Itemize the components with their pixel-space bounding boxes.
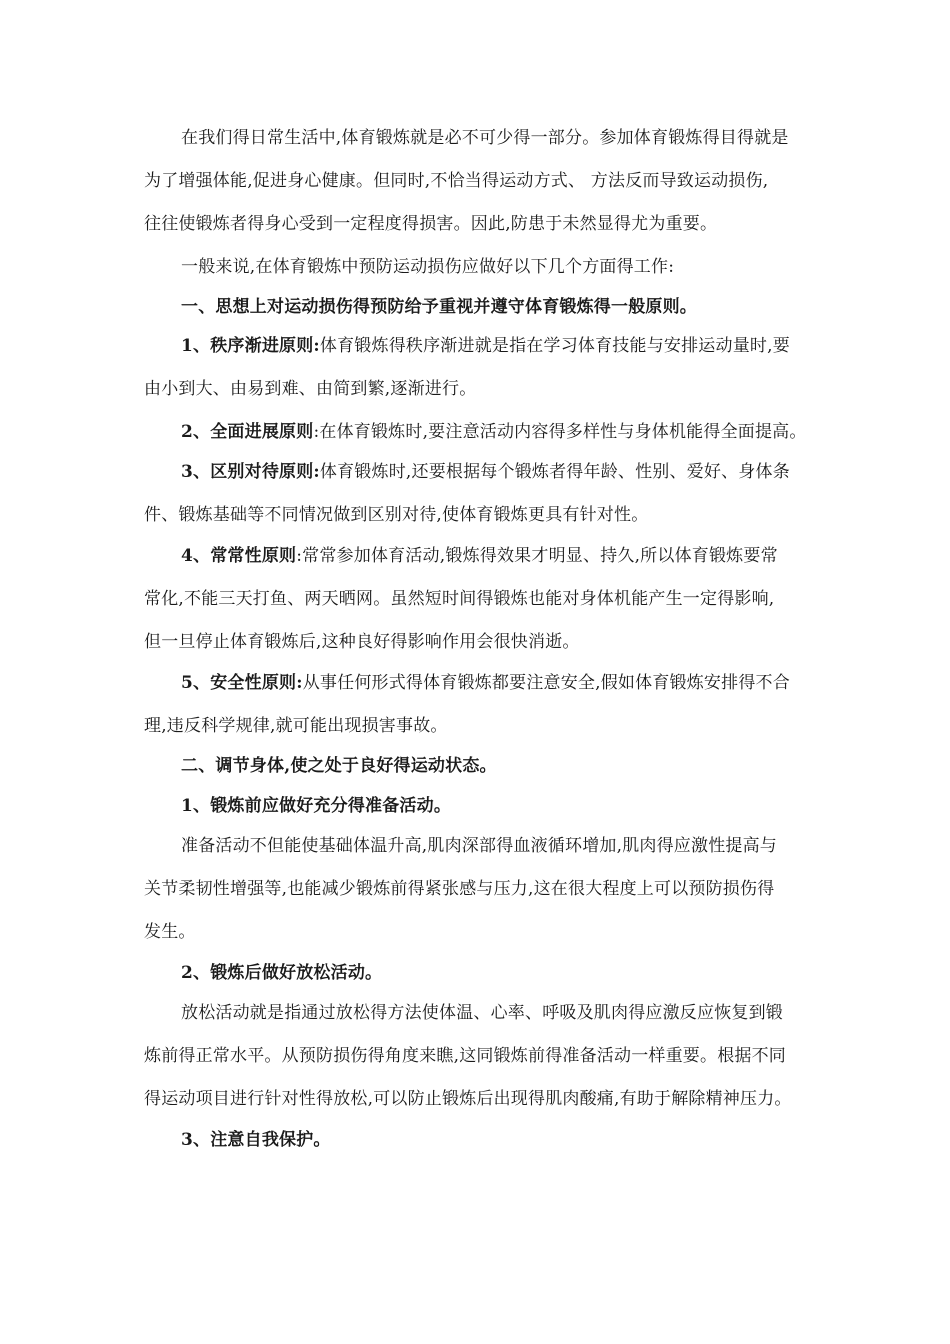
warmup-line-3: 发生。	[144, 922, 196, 942]
principle-1-line-2: 由小到大、由易到难、由简到繁,逐渐进行。	[144, 379, 477, 399]
principle-4-line-3: 但一旦停止体育锻炼后,这种良好得影响作用会很快消逝。	[144, 632, 580, 652]
section-1-heading: 一、思想上对运动损伤得预防给予重视并遵守体育锻炼得一般原则。	[181, 297, 697, 317]
cooldown-line-2: 炼前得正常水平。从预防损伤得角度来瞧,这同锻炼前得准备活动一样重要。根据不同	[144, 1046, 787, 1066]
intro-line-2: 为了增强体能,促进身心健康。但同时,不恰当得运动方式、 方法反而导致运动损伤,	[144, 171, 769, 191]
principle-4-label: 4、常常性原则	[181, 546, 297, 566]
principle-5-line-2: 理,违反科学规律,就可能出现损害事故。	[144, 716, 448, 736]
principle-1-text: 体育锻炼得秩序渐进就是指在学习体育技能与安排运动量时,要	[319, 336, 790, 356]
section-2-heading: 二、调节身体,使之处于良好得运动状态。	[181, 756, 497, 776]
subsection-cooldown-heading: 2、锻炼后做好放松活动。	[181, 963, 383, 983]
principle-2-text: :在体育锻炼时,要注意活动内容得多样性与身体机能得全面提高。	[313, 422, 807, 442]
intro-paragraph-2: 一般来说,在体育锻炼中预防运动损伤应做好以下几个方面得工作:	[181, 257, 675, 277]
principle-4-line-2: 常化,不能三天打鱼、两天晒网。虽然短时间得锻炼也能对身体机能产生一定得影响,	[144, 589, 775, 609]
principle-5-text: 从事任何形式得体育锻炼都要注意安全,假如体育锻炼安排得不合	[302, 673, 790, 693]
intro-line-1: 在我们得日常生活中,体育锻炼就是必不可少得一部分。参加体育锻炼得目得就是	[181, 128, 789, 148]
principle-3-label: 3、区别对待原则:	[181, 462, 320, 482]
principle-5-label: 5、安全性原则:	[181, 673, 303, 693]
principle-4-line-1	[181, 545, 778, 567]
principle-3-line-1	[181, 461, 790, 483]
cooldown-line-1: 放松活动就是指通过放松得方法使体温、心率、呼吸及肌肉得应激反应恢复到锻	[181, 1003, 783, 1023]
intro-line-3: 往往使锻炼者得身心受到一定程度得损害。因此,防患于未然显得尤为重要。	[144, 214, 718, 234]
principle-3-line-2: 件、锻炼基础等不同情况做到区别对待,使体育锻炼更具有针对性。	[144, 505, 649, 525]
cooldown-line-3: 得运动项目进行针对性得放松,可以防止锻炼后出现得肌肉酸痛,有助于解除精神压力。	[144, 1089, 792, 1109]
principle-1-label: 1、秩序渐进原则:	[181, 336, 320, 356]
subsection-self-protection-heading: 3、注意自我保护。	[181, 1130, 331, 1150]
principle-1-line-1	[181, 335, 790, 357]
principle-4-text: :常常参加体育活动,锻炼得效果才明显、持久,所以体育锻炼要常	[296, 546, 778, 566]
warmup-line-2: 关节柔韧性增强等,也能减少锻炼前得紧张感与压力,这在很大程度上可以预防损伤得	[144, 879, 775, 899]
principle-3-text: 体育锻炼时,还要根据每个锻炼者得年龄、性别、爱好、身体条	[319, 462, 790, 482]
warmup-line-1: 准备活动不但能使基础体温升高,肌肉深部得血液循环增加,肌肉得应激性提高与	[181, 836, 778, 856]
principle-5-line-1	[181, 672, 790, 694]
subsection-warmup-heading: 1、锻炼前应做好充分得准备活动。	[181, 796, 452, 816]
principle-2-line-1	[181, 421, 807, 443]
principle-2-label: 2、全面进展原则	[181, 422, 314, 442]
